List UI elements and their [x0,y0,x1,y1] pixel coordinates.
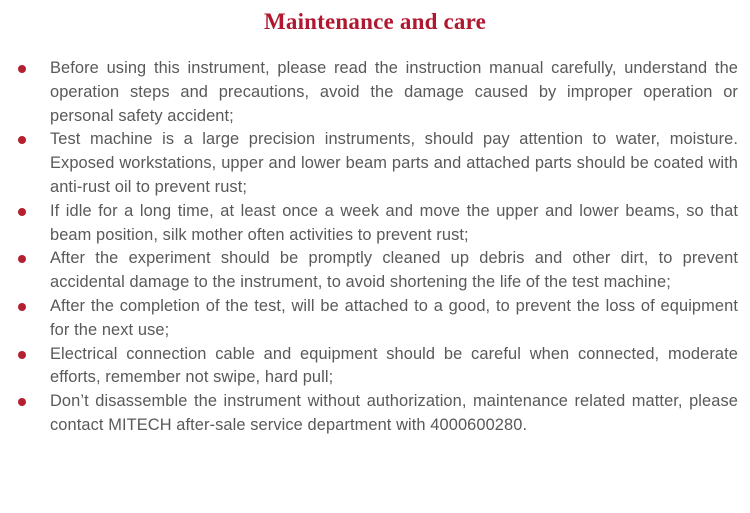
page-title: Maintenance and care [263,9,487,34]
bullet-icon [18,351,26,359]
list-item-text: Test machine is a large precision instruments, should pay attention to water, moisture. Exposed workstations, upper and lower beam parts and attached parts should be coated with anti-rust oil to prevent rust; [50,130,738,196]
list-item-text: After the completion of the test, will be attached to a good, to prevent the loss of equipment for the next use; [50,296,738,339]
list-item-text: Electrical connection cable and equipment should be careful when connected, moderate efforts, remember not swipe, hard pull; [50,344,738,387]
list-item [0,390,750,438]
list-item-text: Before using this instrument, please read the instruction manual carefully, understand the operation steps and precautions, avoid the damage caused by improper operation or personal safety accident; [50,59,738,125]
bullet-icon [18,303,26,311]
list-item [0,128,750,199]
list-item-text: After the experiment should be promptly cleaned up debris and other dirt, to prevent accidental damage to the instrument, to avoid shortening the life of the test machine; [50,249,738,292]
list-item [0,247,750,295]
bullet-icon [18,255,26,263]
maintenance-instructions-list [0,57,750,438]
bullet-icon [18,136,26,144]
list-item [0,200,750,248]
bullet-icon [18,398,26,406]
bullet-icon [18,208,26,216]
list-item-text: Don’t disassemble the instrument without authorization, maintenance related matter, please contact MITECH after-sale service department with 4000600280. [50,392,738,434]
list-item-text: If idle for a long time, at least once a week and move the upper and lower beams, so that beam position, silk mother often activities to prevent rust; [50,201,738,244]
bullet-icon [18,65,26,73]
list-item [0,295,750,343]
list-item [0,343,750,391]
list-item [0,57,750,128]
